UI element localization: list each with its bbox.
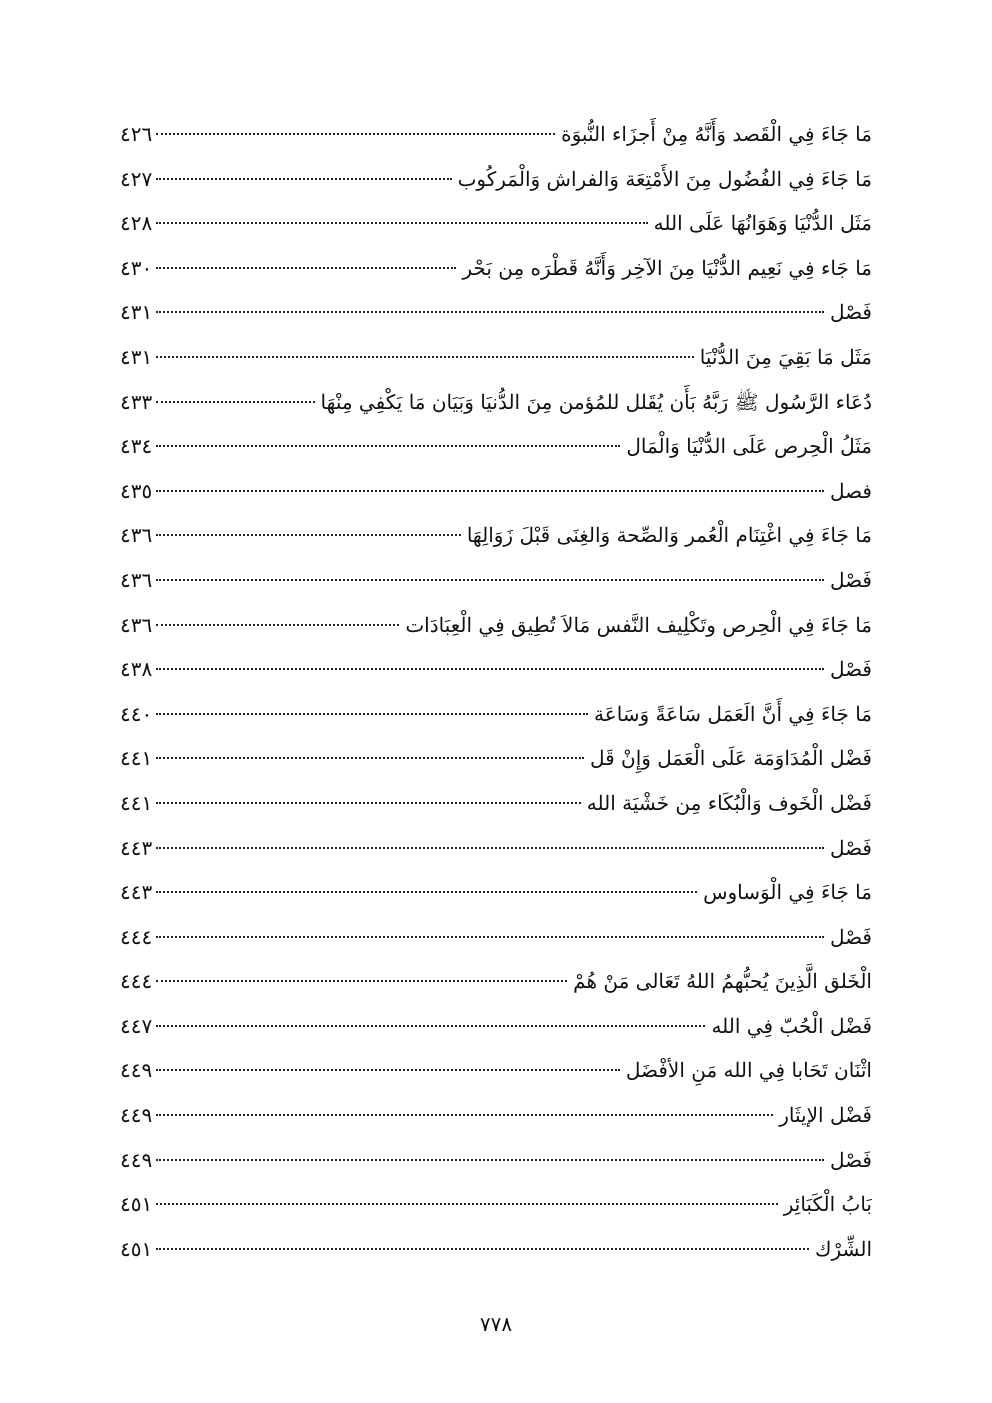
toc-entry bbox=[120, 246, 872, 291]
dot-leader bbox=[156, 401, 314, 403]
dot-leader bbox=[156, 1114, 773, 1116]
toc-entry-title: فَصْل bbox=[829, 835, 872, 860]
dot-leader bbox=[156, 1069, 620, 1071]
dot-leader bbox=[156, 757, 584, 759]
toc-entry-title: فَضْل الإيثَار bbox=[779, 1103, 872, 1128]
toc-entry bbox=[120, 959, 872, 1004]
toc-entry bbox=[120, 469, 872, 514]
toc-entry bbox=[120, 1048, 872, 1093]
toc-entry-title: مَا جَاءَ فِي اغْتِنَام الْعُمر وَالصِّحة وَالغِنَى قَبْلَ زَوَالِهَا bbox=[466, 523, 872, 548]
toc-entry-title: اثْنَان تَحَابا فِي الله مَنِ الأفْضَل bbox=[625, 1058, 872, 1083]
dot-leader bbox=[156, 980, 567, 982]
toc-entry-title: الشِّرْك bbox=[814, 1236, 872, 1261]
toc-entry bbox=[120, 335, 872, 380]
toc-entry-page: ٤٤٠ bbox=[120, 701, 153, 726]
dot-leader bbox=[156, 579, 824, 581]
toc-entry bbox=[120, 513, 872, 558]
toc-entry-title: مَا جَاء فِي نَعِيم الدُّنْيَا مِنَ الآخِر وَأَنَّهُ قَطْرَه مِن بَحْر bbox=[462, 255, 872, 280]
dot-leader bbox=[156, 847, 824, 849]
toc-entry bbox=[120, 692, 872, 737]
toc-entry-page: ٤٥١ bbox=[120, 1236, 153, 1261]
toc-entry-page: ٤٣٥ bbox=[120, 478, 153, 503]
dot-leader bbox=[156, 802, 581, 804]
toc-entry bbox=[120, 112, 872, 157]
dot-leader bbox=[156, 1248, 809, 1250]
toc-entry-title: مَثَل الدُّنْيَا وَهَوَانُهَا عَلَى الله bbox=[653, 211, 872, 236]
dot-leader bbox=[156, 1025, 705, 1027]
dot-leader bbox=[156, 267, 456, 269]
dot-leader bbox=[156, 133, 555, 135]
table-of-contents bbox=[120, 112, 872, 1271]
toc-entry bbox=[120, 870, 872, 915]
dot-leader bbox=[156, 936, 824, 938]
dot-leader bbox=[156, 311, 824, 313]
toc-entry bbox=[120, 1093, 872, 1138]
toc-entry-title: دُعَاء الرَّسُول ﷺ رَبَّهُ بَأَن يُقَلل للمُؤمن مِنَ الدُّنيَا وَبَيَان مَا يَكْفِي مِنْهَا bbox=[320, 389, 872, 414]
dot-leader bbox=[156, 356, 694, 358]
toc-entry bbox=[120, 736, 872, 781]
toc-entry-page: ٤٤٣ bbox=[120, 880, 153, 905]
toc-entry-page: ٤٥١ bbox=[120, 1192, 153, 1217]
toc-entry bbox=[120, 157, 872, 202]
toc-entry-page: ٤٣٦ bbox=[120, 523, 153, 548]
toc-entry-page: ٤٣٤ bbox=[120, 434, 153, 459]
toc-entry-title: مَا جَاءَ فِي الْحِرص وتَكْلِيف النَّفس مَالاَ تُطِيق فِي الْعِبَادَات bbox=[405, 612, 872, 637]
toc-entry-title: فَصْل bbox=[829, 567, 872, 592]
toc-entry bbox=[120, 1182, 872, 1227]
toc-entry bbox=[120, 781, 872, 826]
dot-leader bbox=[156, 178, 451, 180]
toc-entry bbox=[120, 915, 872, 960]
toc-entry bbox=[120, 424, 872, 469]
toc-entry-page: ٤٢٨ bbox=[120, 211, 153, 236]
toc-entry-page: ٤٤٩ bbox=[120, 1147, 153, 1172]
toc-entry-page: ٤٤٤ bbox=[120, 924, 153, 949]
dot-leader bbox=[156, 668, 824, 670]
toc-entry-title: فَضْل الْحُبّ فِي الله bbox=[711, 1013, 872, 1038]
dot-leader bbox=[156, 445, 620, 447]
toc-entry-title: مَا جَاءَ فِي الفُضُول مِنَ الأَمْتِعَة وَالفراش وَالْمَركُوب bbox=[457, 166, 872, 191]
toc-entry bbox=[120, 1004, 872, 1049]
toc-entry-page: ٤٤٩ bbox=[120, 1103, 153, 1128]
toc-entry bbox=[120, 826, 872, 871]
toc-entry bbox=[120, 558, 872, 603]
toc-entry-page: ٤٤٧ bbox=[120, 1013, 153, 1038]
dot-leader bbox=[156, 1159, 824, 1161]
toc-entry-page: ٤٣٦ bbox=[120, 567, 153, 592]
toc-entry-page: ٤٤٣ bbox=[120, 835, 153, 860]
dot-leader bbox=[156, 1203, 777, 1205]
toc-entry-title: فَصْل bbox=[829, 924, 872, 949]
toc-entry bbox=[120, 1138, 872, 1183]
toc-entry-page: ٤٢٦ bbox=[120, 122, 153, 146]
toc-entry-page: ٤٤١ bbox=[120, 746, 153, 771]
toc-entry-page: ٤٣١ bbox=[120, 344, 153, 369]
dot-leader bbox=[156, 490, 824, 492]
toc-entry-page: ٤٣٦ bbox=[120, 612, 153, 637]
toc-entry-title: فَصْل bbox=[829, 1147, 872, 1172]
dot-leader bbox=[156, 891, 697, 893]
dot-leader bbox=[156, 534, 461, 536]
toc-entry-page: ٤٣٣ bbox=[120, 389, 153, 414]
dot-leader bbox=[156, 713, 588, 715]
dot-leader bbox=[156, 624, 399, 626]
toc-entry-page: ٤٤٤ bbox=[120, 969, 153, 994]
toc-entry-page: ٤٣٨ bbox=[120, 657, 153, 682]
toc-entry-title: فصل bbox=[829, 478, 872, 503]
toc-entry bbox=[120, 380, 872, 425]
toc-entry-title: مَثَل مَا بَقِيَ مِنَ الدُّنْيَا bbox=[699, 344, 872, 369]
toc-entry-page: ٤٢٧ bbox=[120, 166, 153, 191]
toc-entry-page: ٤٤١ bbox=[120, 790, 153, 815]
toc-entry-title: فَضْل الْمُدَاوَمَة عَلَى الْعَمَل وَإِنْ قَل bbox=[589, 746, 872, 771]
dot-leader bbox=[156, 222, 647, 224]
toc-entry-title: فَصْل bbox=[829, 657, 872, 682]
toc-entry-title: فَضْل الْخَوف وَالْبُكَاء مِن خَشْيَة الله bbox=[586, 790, 872, 815]
toc-entry-title: مَا جَاءَ فِي الْقَصد وَأَنَّهُ مِنْ أَجزَاء النُّبوَة bbox=[561, 122, 872, 146]
toc-entry bbox=[120, 603, 872, 648]
page-number: ٧٧٨ bbox=[479, 1312, 513, 1336]
toc-entry bbox=[120, 290, 872, 335]
toc-entry-page: ٤٣١ bbox=[120, 300, 153, 325]
toc-entry-page: ٤٣٠ bbox=[120, 255, 153, 280]
toc-entry-title: بَابُ الْكَبَائِر bbox=[783, 1192, 872, 1217]
toc-entry bbox=[120, 1227, 872, 1272]
toc-entry bbox=[120, 647, 872, 692]
toc-entry bbox=[120, 201, 872, 246]
toc-entry-title: فَصْل bbox=[829, 300, 872, 325]
toc-entry-title: مَا جَاءَ فِي أَنَّ الَعَمَل سَاعَةً وَسَاعَة bbox=[594, 701, 872, 726]
toc-entry-page: ٤٤٩ bbox=[120, 1058, 153, 1083]
toc-entry-title: مَا جَاءَ فِي الْوَساوس bbox=[703, 880, 872, 905]
toc-entry-title: الْخَلق الَّذِينَ يُحبُّهمُ اللهُ تَعَالى مَنْ هُمْ bbox=[573, 969, 872, 994]
toc-entry-title: مَثَلُ الْحِرص عَلَى الدُّنْيَا وَالْمَال bbox=[626, 434, 872, 459]
